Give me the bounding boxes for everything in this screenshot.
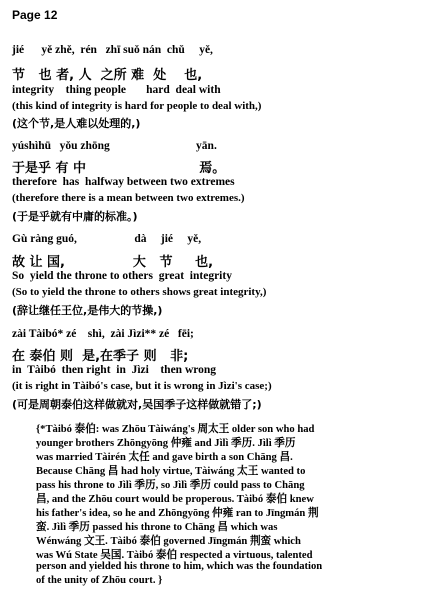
footnote-line: was Wú State 吴国. Tàibó 泰伯 respected a virtuous, talented <box>36 550 313 561</box>
footnote-line: was married Tàirén 太任 and gave birth a son Chāng 昌. <box>36 452 293 463</box>
footnote-line: Wénwáng 文王. Tàibó 泰伯 governed Jīngmán 荆蛮 which <box>36 536 301 547</box>
footnote-line: 蛮. Jìlì 季历 passed his throne to Chāng 昌 which was <box>36 522 278 533</box>
chinese-translation: (于是乎就有中庸的标准。) <box>12 210 138 223</box>
chinese-line: 在 泰伯 则 是,在季子 则 非; <box>12 349 189 364</box>
chinese-translation: (可是周朝泰伯这样做就对,吴国季子这样做就错了;) <box>12 398 262 411</box>
footnote-line: 昌, and the Zhōu court would be properous. Tàibó 泰伯 knew <box>36 494 314 505</box>
english-translation: (therefore there is a mean between two extremes.) <box>12 192 245 204</box>
english-gloss-line: So yield the throne to others great integrity <box>12 270 232 282</box>
pinyin-line: yúshìhū yǒu zhōng yān. <box>12 140 217 152</box>
english-gloss-line: integrity thing people hard deal with <box>12 84 221 96</box>
english-gloss-line: therefore has halfway between two extremes <box>12 176 235 188</box>
page-number: Page 12 <box>12 8 58 22</box>
english-translation: (it is right in Tàibó's case, but it is wrong in Jìzi's case;) <box>12 380 272 392</box>
pinyin-line: zài Tàibó* zé shì, zài Jìzi** zé fēi; <box>12 328 194 340</box>
footnote-line: his father's idea, so he and Zhōngyōng 仲雍 ran to Jīngmán 荆 <box>36 508 319 519</box>
english-translation: (So to yield the throne to others shows great integrity,) <box>12 286 267 298</box>
chinese-line: 节 也 者, 人 之所 难 处 也, <box>12 68 203 83</box>
footnote-line: younger brothers Zhōngyōng 仲雍 and Jìlì 季历. Jìlì 季历 <box>36 438 296 449</box>
chinese-translation: (这个节,是人难以处理的,) <box>12 117 141 130</box>
pinyin-line: Gù ràng guó, dà jié yě, <box>12 233 202 245</box>
footnote-line: Because Chāng 昌 had holy virtue, Tàiwáng 太王 wanted to <box>36 466 306 477</box>
pinyin-line: jié yě zhě, rén zhī suǒ nán chǔ yě, <box>12 44 213 56</box>
chinese-line: 于是乎 有 中 焉。 <box>12 161 226 176</box>
footnote-line: pass his throne to Jìlì 季历, so Jìlì 季历 could pass to Chāng <box>36 480 305 491</box>
chinese-line: 故 让 国, 大 节 也, <box>12 255 214 270</box>
chinese-translation: (辞让继任王位,是伟大的节操,) <box>12 304 163 317</box>
footnote-line: {*Tàibó 泰伯: was Zhōu Tàiwáng's 周太王 older son who had <box>36 424 315 435</box>
english-translation: (this kind of integrity is hard for people to deal with,) <box>12 100 262 112</box>
english-gloss-line: in Tàibó then right in Jìzi then wrong <box>12 364 217 376</box>
footnote-line: person and yielded his throne to him, which was the foundation <box>36 561 323 572</box>
footnote-line: of the unity of Zhōu court. } <box>36 575 163 586</box>
